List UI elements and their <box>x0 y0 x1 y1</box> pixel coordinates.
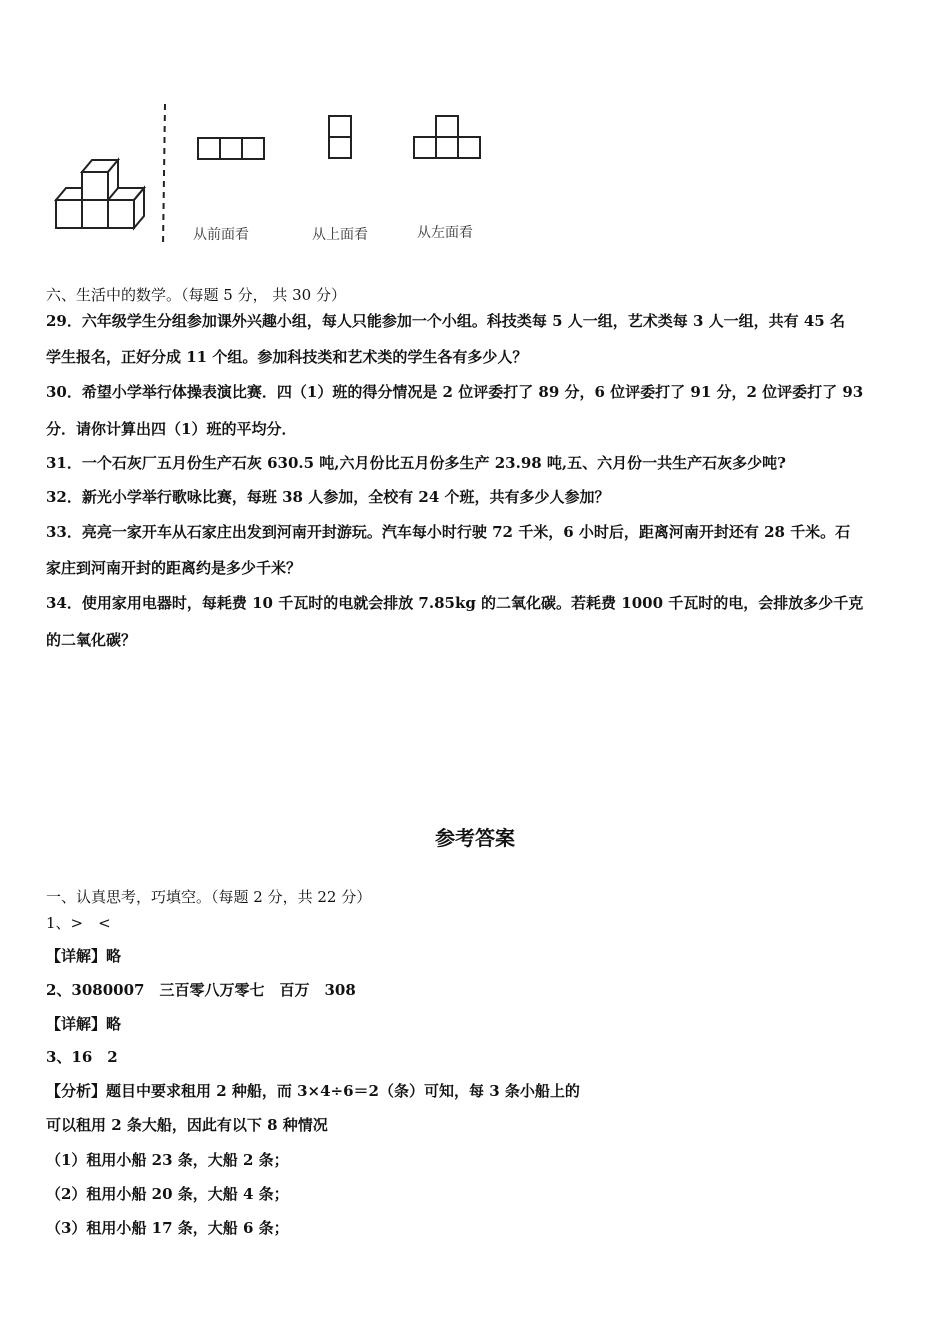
answer-1: 1、> < <box>46 914 111 932</box>
answer-3-case-3: （3）租用小船 17 条，大船 6 条； <box>46 1219 289 1237</box>
front-view-caption: 从前面看 <box>193 227 249 243</box>
question-31: 31．一个石灰厂五月份生产石灰 630.5 吨,六月份比五月份多生产 23.98 吨,五、六月份一共生产石灰多少吨? <box>46 454 786 472</box>
question-33-line-2: 家庄到河南开封的距离约是多少千米？ <box>46 559 302 577</box>
top-view-drawing <box>329 116 351 158</box>
answer-3-analysis-line-1: 【分析】题目中要求租用 2 种船，而 3×4÷6＝2（条）可知，每 3 条小船上的 <box>46 1082 580 1100</box>
dashed-divider <box>163 104 165 246</box>
answer-2: 2、3080007 三百零八万零七 百万 308 <box>46 981 356 999</box>
left-view-caption: 从左面看 <box>417 225 473 241</box>
answers-title: 参考答案 <box>435 826 515 850</box>
answer-1-detail: 【详解】略 <box>46 947 122 965</box>
front-view-drawing <box>198 138 264 159</box>
answer-3: 3、16 2 <box>46 1048 118 1066</box>
answers-section-one-heading: 一、认真思考，巧填空。（每题 2 分，共 22 分） <box>46 888 372 906</box>
answer-2-detail: 【详解】略 <box>46 1015 122 1033</box>
answer-3-analysis-line-2: 可以租用 2 条大船，因此有以下 8 种情况 <box>46 1116 328 1134</box>
answer-3-case-1: （1）租用小船 23 条，大船 2 条； <box>46 1151 289 1169</box>
section-six-heading: 六、生活中的数学。（每题 5 分， 共 30 分） <box>46 286 346 304</box>
three-views-figure <box>40 96 510 256</box>
top-view-caption: 从上面看 <box>312 227 368 243</box>
question-32: 32．新光小学举行歌咏比赛，每班 38 人参加，全校有 24 个班，共有多少人参加？ <box>46 488 610 506</box>
question-33-line-1: 33．亮亮一家开车从石家庄出发到河南开封游玩。汽车每小时行驶 72 千米，6 小时后，距离河南开封还有 28 千米。石 <box>46 523 851 541</box>
left-view-drawing <box>414 116 480 158</box>
question-29-line-2: 学生报名，正好分成 11 个组。参加科技类和艺术类的学生各有多少人？ <box>46 348 528 366</box>
question-34-line-1: 34．使用家用电器时，每耗费 10 千瓦时的电就会排放 7.85kg 的二氧化碳。若耗费 1000 千瓦时的电，会排放多少千克 <box>46 594 864 612</box>
answer-3-case-2: （2）租用小船 20 条，大船 4 条； <box>46 1185 289 1203</box>
cube-stack-solid <box>56 160 144 228</box>
question-34-line-2: 的二氧化碳？ <box>46 631 137 649</box>
question-30-line-2: 分．请你计算出四（1）班的平均分． <box>46 420 297 438</box>
question-30-line-1: 30．希望小学举行体操表演比赛．四（1）班的得分情况是 2 位评委打了 89 分，6 位评委打了 91 分，2 位评委打了 93 <box>46 383 864 401</box>
question-29-line-1: 29．六年级学生分组参加课外兴趣小组，每人只能参加一个小组。科技类每 5 人一组，艺术类每 3 人一组，共有 45 名 <box>46 312 845 330</box>
